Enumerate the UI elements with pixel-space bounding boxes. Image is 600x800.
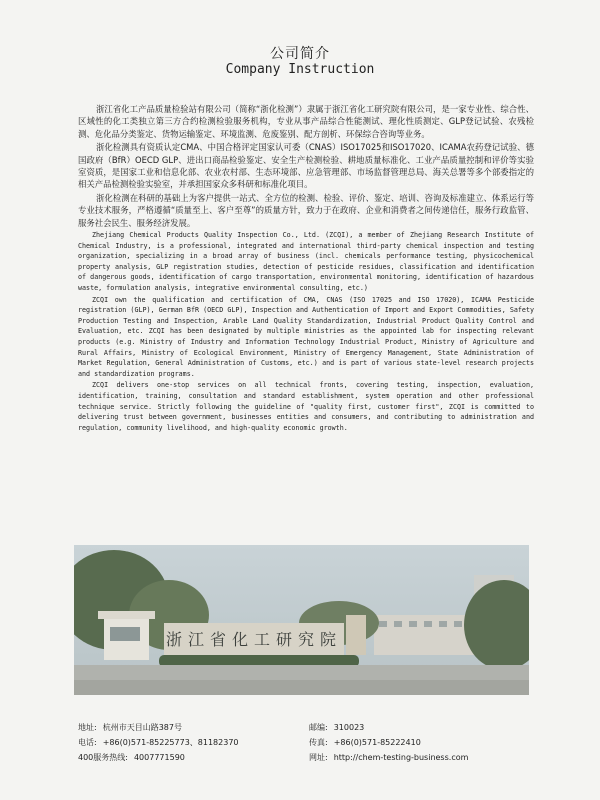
intro-cn-paragraph-3: 浙化检测在科研的基础上为客户提供一站式、全方位的检测、检验、评价、鉴定、培训、咨询及标准建立、体系运行等专业技术服务，严格遵循“质量至上、客户至尊”的质量方针，致力于在政府、企业和消费者之间传递信任，服务行政监管、服务社会民生、服务经济发展。 [78, 192, 534, 228]
website-row [309, 750, 468, 765]
address-label: 地址: [78, 723, 97, 732]
website-label: 网址: [309, 753, 328, 762]
hotline-row [78, 750, 239, 765]
hotline-value: 4007771590 [133, 753, 185, 762]
intro-en-paragraph-3: ZCQI delivers one-stop services on all technical fronts, covering testing, inspection, evaluation, identification, training, consultation and standard establishment, system operation and other professional technique service. Strictly following the guideline of "quality first, customer first", ZCQI is committed to delivering trust between government, businesses entities and consumers, and contributing to administration and regulation, community livelihood, and high-quality economic growth. [78, 381, 534, 432]
intro-en-paragraph-2: ZCQI own the qualification and certification of CMA, CNAS (ISO 17025 and ISO 17020), ICAMA Pesticide registration (GLP), German BfR (OECD GLP), Inspection and Authentication of Import and Export Commodities, Safety Production Testing and Inspection, Arable Land Quality Standardization, Industrial Product Quality Control and Evaluation, etc. ZCQI has been designated by multiple ministries as the appointed lab for inspecting relevant products (e.g. Ministry of Industry and Information Technology Industrial Product, Ministry of Agriculture and Rural Affairs, Ministry of Ecological Environment, Ministry of Emergency Management, State Administration of Market Regulation, General Administration of Customs, etc.) and is part of various state-level research projects and standardization programs. [78, 295, 534, 378]
phone-value: +86(0)571-85225773、81182370 [102, 738, 239, 747]
intro-body [78, 103, 534, 434]
postcode-row [309, 720, 468, 735]
gate-sign-text: 浙江省化工研究院 [165, 630, 343, 649]
page-title-cn: 公司简介 [270, 46, 330, 62]
website-link[interactable]: http://chem-testing-business.com [333, 753, 469, 762]
fax-label: 传真: [309, 738, 328, 747]
hotline-label: 400服务热线: [78, 753, 128, 762]
contact-left [78, 720, 239, 765]
address-value: 杭州市天目山路387号 [102, 723, 182, 732]
intro-cn-paragraph-2: 浙化检测具有资质认定CMA、中国合格评定国家认可委（CNAS）ISO17025和ISO17020、ICAMA农药登记试验、德国政府（BfR）OECD GLP、进出口商品检验鉴定、安全生产检测检验、耕地质量标准化、工业产品质量控制和评价等实验室资质，是国家工业和信息化部、农业农村部、生态环境部、应急管理部、市场监督管理总局、海关总署等多个部委指定的相关产品检测检验实验室，并承担国家众多科研和标准化项目。 [78, 142, 534, 190]
phone-label: 电话: [78, 738, 97, 747]
address-row [78, 720, 239, 735]
postcode-value: 310023 [333, 723, 365, 732]
fax-value: +86(0)571-85222410 [333, 738, 421, 747]
contact-right [309, 720, 468, 765]
phone-row [78, 735, 239, 750]
institute-gate-photo [74, 545, 529, 695]
page-title-en: Company Instruction [225, 62, 375, 77]
postcode-label: 邮编: [309, 723, 328, 732]
intro-en-paragraph-1: Zhejiang Chemical Products Quality Inspection Co., Ltd. (ZCQI), a member of Zhejiang Research Institute of Chemical Industry, is a professional, integrated and international third-party chemical inspection and testing organization, specializing in a broad array of business (incl. chemicals performance testing, physicochemical property analysis, GLP registration studies, detection of pesticide residues, classification and identification of dangerous goods, identification of cargo transportation, environmental monitoring, identification of hazardous waste, formulation analysis, integrative environmental consulting, etc.) [78, 231, 534, 293]
intro-cn-paragraph-1: 浙江省化工产品质量检验站有限公司（简称“浙化检测”）隶属于浙江省化工研究院有限公司，是一家专业性、综合性、区域性的化工类独立第三方合约检测检验服务机构，专业从事产品综合性能测试、理化性质测定、GLP登记试验、农残检测、危化品分类鉴定、货物运输鉴定、环境监测、危废鉴别、配方剖析、环保综合咨询等业务。 [78, 104, 534, 139]
fax-row [309, 735, 468, 750]
